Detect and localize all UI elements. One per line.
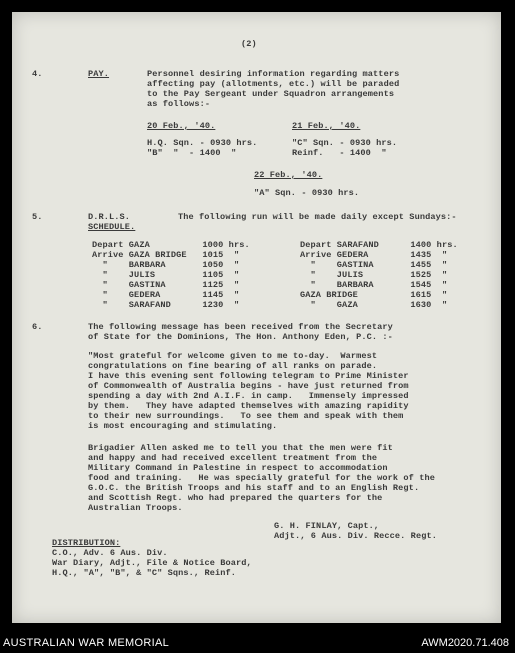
schedule-row: " GASTINA 1125 " — [92, 280, 240, 290]
section-5-number: 5. — [32, 212, 43, 222]
schedule-row: " BARBARA 1050 " — [92, 260, 240, 270]
document-page — [12, 12, 501, 623]
distribution-line: H.Q., "A", "B", & "C" Sqns., Reinf. — [52, 568, 236, 578]
schedule-row: Arrive GAZA BRIDGE 1015 " — [92, 250, 240, 260]
pay-row: "A" Sqn. - 0930 hrs. — [254, 188, 360, 198]
message-line: Australian Troops. — [88, 503, 183, 513]
section-4-number: 4. — [32, 69, 43, 79]
distribution-line: C.O., Adv. 6 Aus. Div. — [52, 548, 168, 558]
section-5-heading: SCHEDULE. — [88, 222, 136, 232]
schedule-row: " BARBARA 1545 " — [300, 280, 448, 290]
pay-row: "C" Sqn. - 0930 hrs. — [292, 138, 398, 148]
schedule-row: Depart GAZA 1000 hrs. — [92, 240, 250, 250]
section-4-line: as follows:- — [147, 99, 211, 109]
pay-row: H.Q. Sqn. - 0930 hrs. — [147, 138, 258, 148]
message-line: "Most grateful for welcome given to me to-day. Warmest — [88, 351, 378, 361]
section-4-heading: PAY. — [88, 69, 110, 79]
schedule-row: " JULIS 1105 " — [92, 270, 240, 280]
section-5-heading: D.R.L.S. — [88, 212, 131, 222]
archive-footer — [0, 632, 515, 653]
schedule-row: " GEDERA 1145 " — [92, 290, 240, 300]
schedule-row: Depart SARAFAND 1400 hrs. — [300, 240, 458, 250]
schedule-row: " GASTINA 1455 " — [300, 260, 448, 270]
archive-name: AUSTRALIAN WAR MEMORIAL — [3, 637, 170, 649]
pay-date-2: 21 Feb., '40. — [292, 121, 361, 131]
schedule-row: " GAZA 1630 " — [300, 300, 448, 310]
section-6-intro: of State for the Dominions, The Hon. Anthony Eden, P.C. :- — [88, 332, 393, 342]
message-line: Brigadier Allen asked me to tell you that the men were fit — [88, 443, 393, 453]
message-line: congratulations on fine bearing of all ranks on parade. — [88, 361, 378, 371]
message-line: to their new surroundings. To see them and speak with them — [88, 411, 404, 421]
schedule-row: Arrive GEDERA 1435 " — [300, 250, 448, 260]
section-4-line: affecting pay (allotments, etc.) will be paraded — [147, 79, 400, 89]
message-line: and happy and had received excellent treatment from the — [88, 453, 378, 463]
page-number: (2) — [241, 39, 257, 49]
message-line: is most encouraging and stimulating. — [88, 421, 278, 431]
schedule-row: " JULIS 1525 " — [300, 270, 448, 280]
section-6-intro: The following message has been received from the Secretary — [88, 322, 393, 332]
schedule-row: " SARAFAND 1230 " — [92, 300, 240, 310]
message-line: spending a day with 2nd A.I.F. in camp. Immensely impressed — [88, 391, 409, 401]
signature-name: G. H. FINLAY, Capt., — [274, 521, 380, 531]
schedule-row: GAZA BRIDGE 1615 " — [300, 290, 448, 300]
message-line: food and training. He was specially grateful for the work of the — [88, 473, 435, 483]
section-4-line: Personnel desiring information regarding matters — [147, 69, 400, 79]
distribution-heading: DISTRIBUTION: — [52, 538, 121, 548]
message-line: Military Command in Palestine in respect to accommodation — [88, 463, 388, 473]
section-6-number: 6. — [32, 322, 43, 332]
section-4-line: to the Pay Sergeant under Squadron arrangements — [147, 89, 395, 99]
message-line: and Scottish Regt. who had prepared the quarters for the — [88, 493, 383, 503]
pay-date-1: 20 Feb., '40. — [147, 121, 216, 131]
archive-reference: AWM2020.71.408 — [421, 637, 509, 649]
distribution-line: War Diary, Adjt., File & Notice Board, — [52, 558, 252, 568]
signature-title: Adjt., 6 Aus. Div. Recce. Regt. — [274, 531, 437, 541]
pay-row: Reinf. - 1400 " — [292, 148, 387, 158]
pay-date-3: 22 Feb., '40. — [254, 170, 323, 180]
section-5-intro: The following run will be made daily except Sundays:- — [178, 212, 457, 222]
message-line: of Commonwealth of Australia begins - have just returned from — [88, 381, 409, 391]
pay-row: "B" " - 1400 " — [147, 148, 237, 158]
message-line: I have this evening sent following telegram to Prime Minister — [88, 371, 409, 381]
message-line: by them. They have adapted themselves with amazing rapidity — [88, 401, 409, 411]
message-line: G.O.C. the British Troops and his staff and to an English Regt. — [88, 483, 420, 493]
